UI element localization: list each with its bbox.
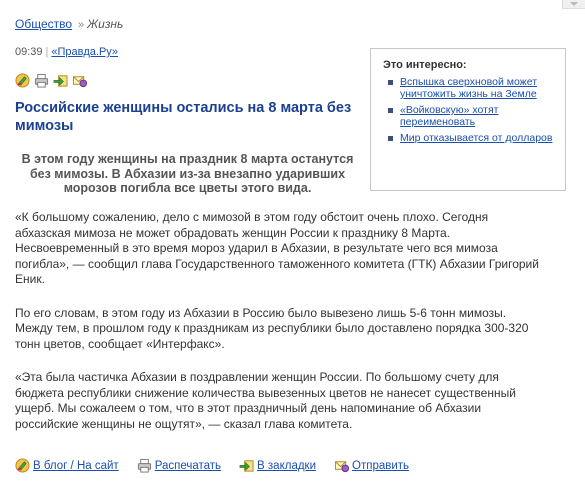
breadcrumb [15,17,123,31]
scroll-corner[interactable] [562,0,585,9]
bookmarks-link[interactable]: В закладки [257,459,317,472]
article-lead: В этом году женщины на праздник 8 марта останутся без мимозы. В Абхазии из-за внезапно ударивших морозов погибла все цветы этого вида. [21,152,354,195]
related-box [370,48,566,191]
related-link-supernova[interactable]: Вспышка сверхновой может уничтожить жизнь на Земле [400,76,537,100]
breadcrumb-current: Жизнь [87,17,124,31]
print-link[interactable]: Распечатать [154,459,222,472]
article-paragraph: «Эта была частичка Абхазии в поздравлении женщин России. По большому счету для бюджета республики снижение количества вывезенных цветов не нанесет существенный ущерб. Мы сожалеем о том, что в этот праздничный день напоминание об Абхазии российские женщины не ощутят», — сказал глава комитета. [15,370,516,431]
article-time: 09:39 [15,46,43,58]
article-footer-actions [15,458,427,473]
bookmark-icon [239,458,254,473]
breadcrumb-parent-link[interactable]: Общество [15,17,73,31]
related-list [385,76,560,148]
meta-divider: | [45,46,49,58]
print-icon[interactable] [34,73,49,88]
bookmark-icon[interactable] [53,73,68,88]
article-title: Российские женщины остались на 8 марта без мимозы [15,100,352,134]
article-toolbar [15,73,87,88]
related-box-title: Это интересно: [383,59,467,71]
print-icon [137,458,152,473]
send-icon [334,458,349,473]
related-item [385,104,560,128]
breadcrumb-separator: » [78,19,85,31]
source-link[interactable]: «Правда.Ру» [51,46,119,58]
article-body [15,210,545,450]
article-paragraph: «К большому сожалению, дело с мимозой в этом году обстоит очень плохо. Сегодня абхазская мимоза не может обрадовать женщин России к празднику 8 Марта. Несвоевременный в это время мороз ударил в Абхазии, в результате чего вся мимоза погибла», — сообщил глава Государственного таможенного комитета (ГТК) Абхазии Григорий Еник. [15,210,539,286]
footer-print [137,458,221,473]
related-link-voykovskaya[interactable]: «Войковскую» хотят переименовать [400,104,499,128]
blog-icon [15,458,30,473]
related-link-dollars[interactable]: Мир отказывается от долларов [400,132,553,144]
footer-send [334,458,409,473]
article-paragraph: По его словам, в этом году из Абхазии в Россию было вывезено лишь 5-6 тонн мимозы. Между тем, в прошлом году к праздникам из республики было доставлено порядка 300-320 тонн цветов, сообщает «Интерфакс». [15,305,529,351]
send-link[interactable]: Отправить [352,459,410,472]
related-item [385,76,560,100]
blog-icon[interactable] [15,73,30,88]
send-icon[interactable] [72,73,87,88]
blog-link[interactable]: В блог / На сайт [33,459,119,472]
related-item [385,132,560,144]
article-meta [15,46,118,58]
footer-bookmarks [239,458,316,473]
footer-blog [15,458,119,473]
